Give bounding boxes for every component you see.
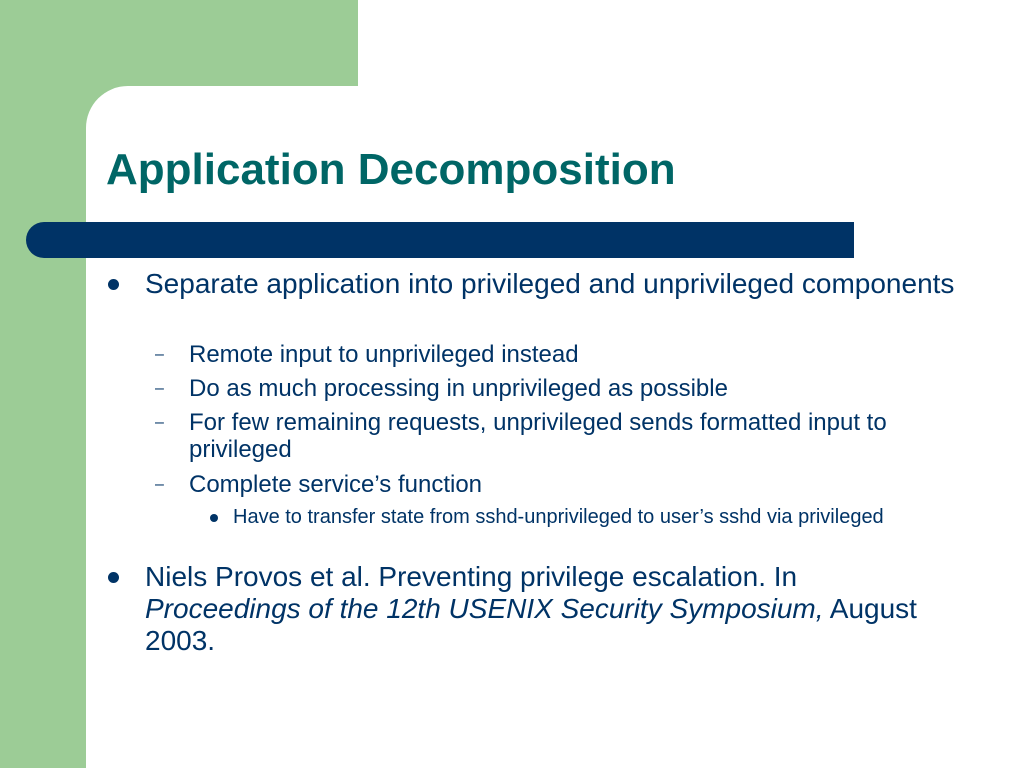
bullet-dot-icon [210, 514, 218, 522]
subbullet-item [155, 471, 949, 498]
bullet-dot-icon [108, 572, 119, 583]
subbullet-text: Do as much processing in unprivileged as possible [189, 375, 728, 402]
green-left-strip [0, 0, 86, 768]
citation-text: Niels Provos et al. Preventing privilege escalation. In [145, 561, 798, 592]
subsubbullet-text: Have to transfer state from sshd-unprivileged to user’s sshd via privileged [233, 506, 884, 528]
dash-icon: – [155, 380, 164, 397]
bullet-dot-icon [108, 279, 119, 290]
bullet-item [145, 561, 935, 657]
dash-icon: – [155, 414, 164, 431]
subbullet-item [155, 409, 929, 463]
bullet-item [145, 268, 965, 300]
dash-icon: – [155, 346, 164, 363]
subbullet-text: Remote input to unprivileged instead [189, 341, 579, 368]
slide-title: Application Decomposition [106, 145, 676, 194]
subbullet-text: Complete service’s function [189, 471, 483, 498]
subsubbullet-item [233, 505, 923, 529]
subbullet-text: For few remaining requests, unprivileged sends formatted input to privileged [189, 409, 887, 463]
bullet-text: Separate application into privileged and unprivileged components [145, 268, 955, 299]
citation-venue: Proceedings of the 12th USENIX Security Symposium, [145, 593, 824, 624]
title-underline-bar [26, 222, 854, 258]
subbullet-item [155, 341, 949, 368]
dash-icon: – [155, 476, 164, 493]
subbullet-item [155, 375, 949, 402]
citation-date: August 2003. [145, 593, 917, 656]
